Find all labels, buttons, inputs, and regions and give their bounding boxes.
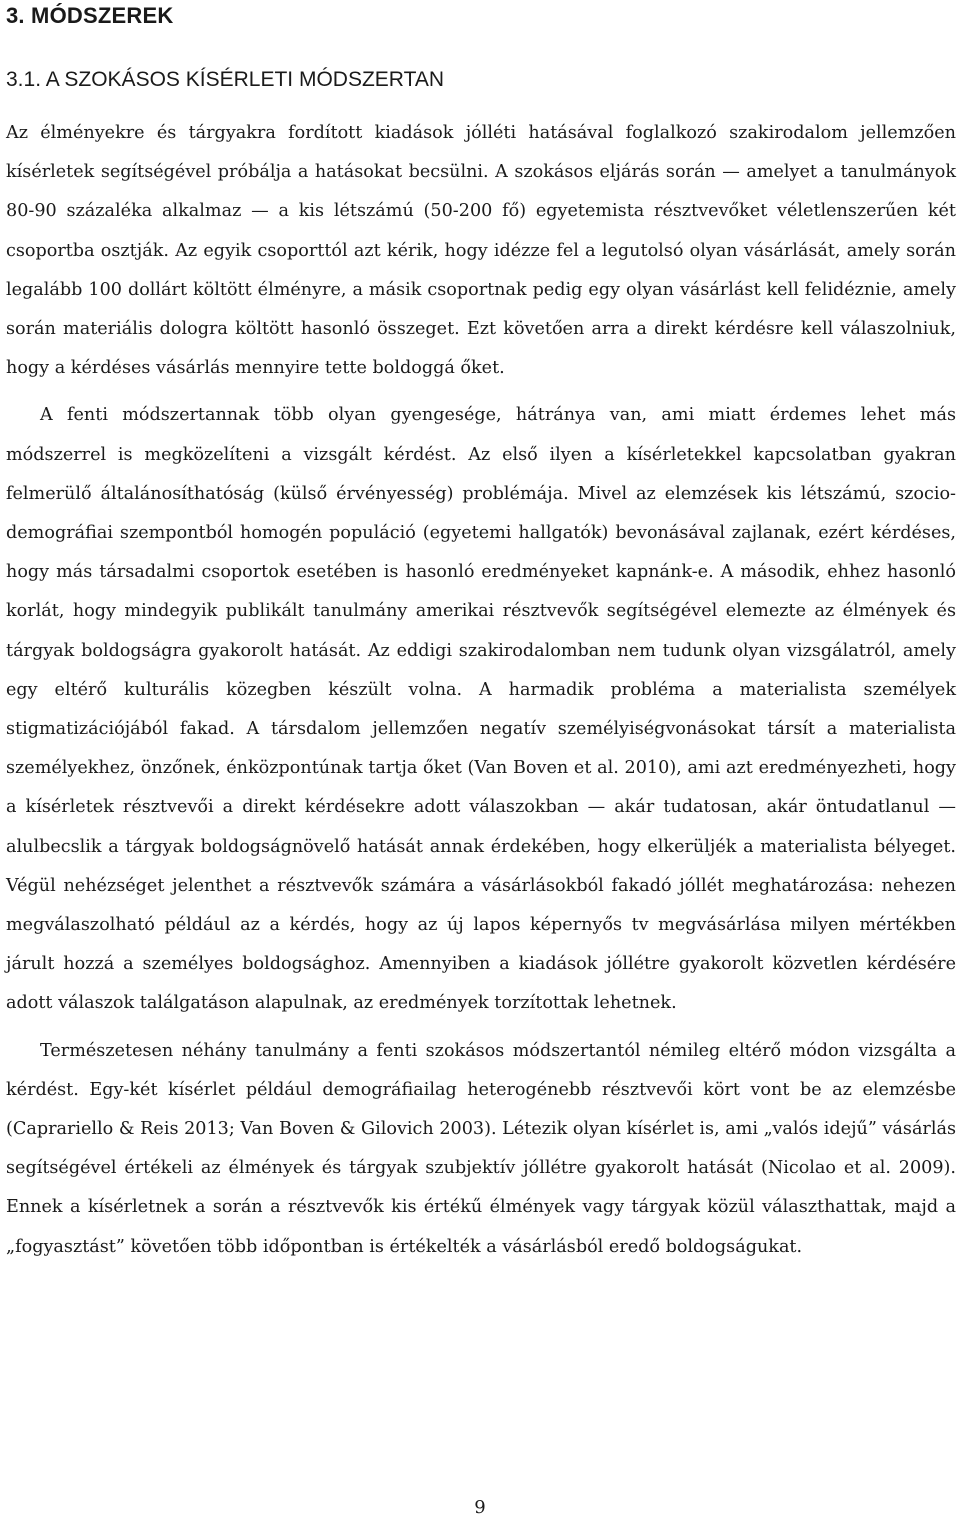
chapter-heading: 3. MÓDSZEREK xyxy=(6,3,174,28)
paragraph-3: Természetesen néhány tanulmány a fenti szokásos módszertantól némileg eltérő módon vizsgálta a kérdést. Egy-két kísérlet például demográfiailag heterogénebb résztvevői kört vont be az elemzésbe (Caprariello & Reis 2013; Van Boven & Gilovich 2003). Létezik olyan kísérlet is, ami „valós idejű” vásárlás segítségével értékeli az élmények és tárgyak szubjektív jóllétre gyakorolt hatását (Nicolao et al. 2009). Ennek a kísérletnek a során a résztvevők kis értékű élmények vagy tárgyak közül választhattak, majd a „fogyasztást” követően több időpontban is értékelték a vásárlásból eredő boldogságukat. xyxy=(6,1040,956,1257)
body-text xyxy=(6,114,956,1275)
page-number: 9 xyxy=(474,1497,486,1518)
paragraph-1: Az élményekre és tárgyakra fordított kiadások jólléti hatásával foglalkozó szakirodalom jellemzően kísérletek segítségével próbálja a hatásokat becsülni. A szokásos eljárás során — amelyet a tanulmányok 80-90 százaléka alkalmaz — a kis létszámú (50-200 fő) egyetemista résztvevőket véletlenszerűen két csoportba osztják. Az egyik csoporttól azt kérik, hogy idézze fel a legutolsó olyan vásárlását, amely során legalább 100 dollárt költött élményre, a másik csoportnak pedig egy olyan vásárlást kell felidéznie, amely során materiális dologra költött hasonló összeget. Ezt követően arra a direkt kérdésre kell válaszolniuk, hogy a kérdéses vásárlás mennyire tette boldoggá őket. xyxy=(6,123,956,379)
section-heading: 3.1. A SZOKÁSOS KÍSÉRLETI MÓDSZERTAN xyxy=(6,68,445,91)
paragraph-2: A fenti módszertannak több olyan gyengesége, hátránya van, ami miatt érdemes lehet más módszerrel is megközelíteni a vizsgált kérdést. Az első ilyen a kísérletekkel kapcsolatban gyakran felmerülő általánosíthatóság (külső érvényesség) problémája. Mivel az elemzések kis létszámú, szocio-demográfiai szempontból homogén populáció (egyetemi hallgatók) bevonásával zajlanak, ezért kérdéses, hogy más társadalmi csoportok esetében is hasonló eredményeket kapnánk-e. A második, ehhez hasonló korlát, hogy mindegyik publikált tanulmány amerikai résztvevők segítségével elemezte az élmények és tárgyak boldogságra gyakorolt hatását. Az eddigi szakirodalomban nem tudunk olyan vizsgálatról, amely egy eltérő kulturális közegben készült volna. A harmadik probléma a materialista személyek stigmatizációjából fakad. A társdalom jellemzően negatív személyiségvonásokat társít a materialista személyekhez, önzőnek, énközpontúnak tartja őket (Van Boven et al. 2010), ami azt eredményezheti, hogy a kísérletek résztvevői a direkt kérdésekre adott válaszokban — akár tudatosan, akár öntudatlanul — alulbecslik a tárgyak boldogságnövelő hatását annak érdekében, hogy elkerüljék a materialista bélyeget. Végül nehézséget jelenthet a résztvevők számára a vásárlásokból fakadó jóllét meghatározása: nehezen megválaszolható például az a kérdés, hogy az új lapos képernyős tv megvásárlása milyen mértékben járult hozzá a személyes boldogsághoz. Amennyiben a kiadások jóllétre gyakorolt közvetlen kérdésére adott válaszok találgatáson alapulnak, az eredmények torzítottak lehetnek. xyxy=(6,405,956,1014)
